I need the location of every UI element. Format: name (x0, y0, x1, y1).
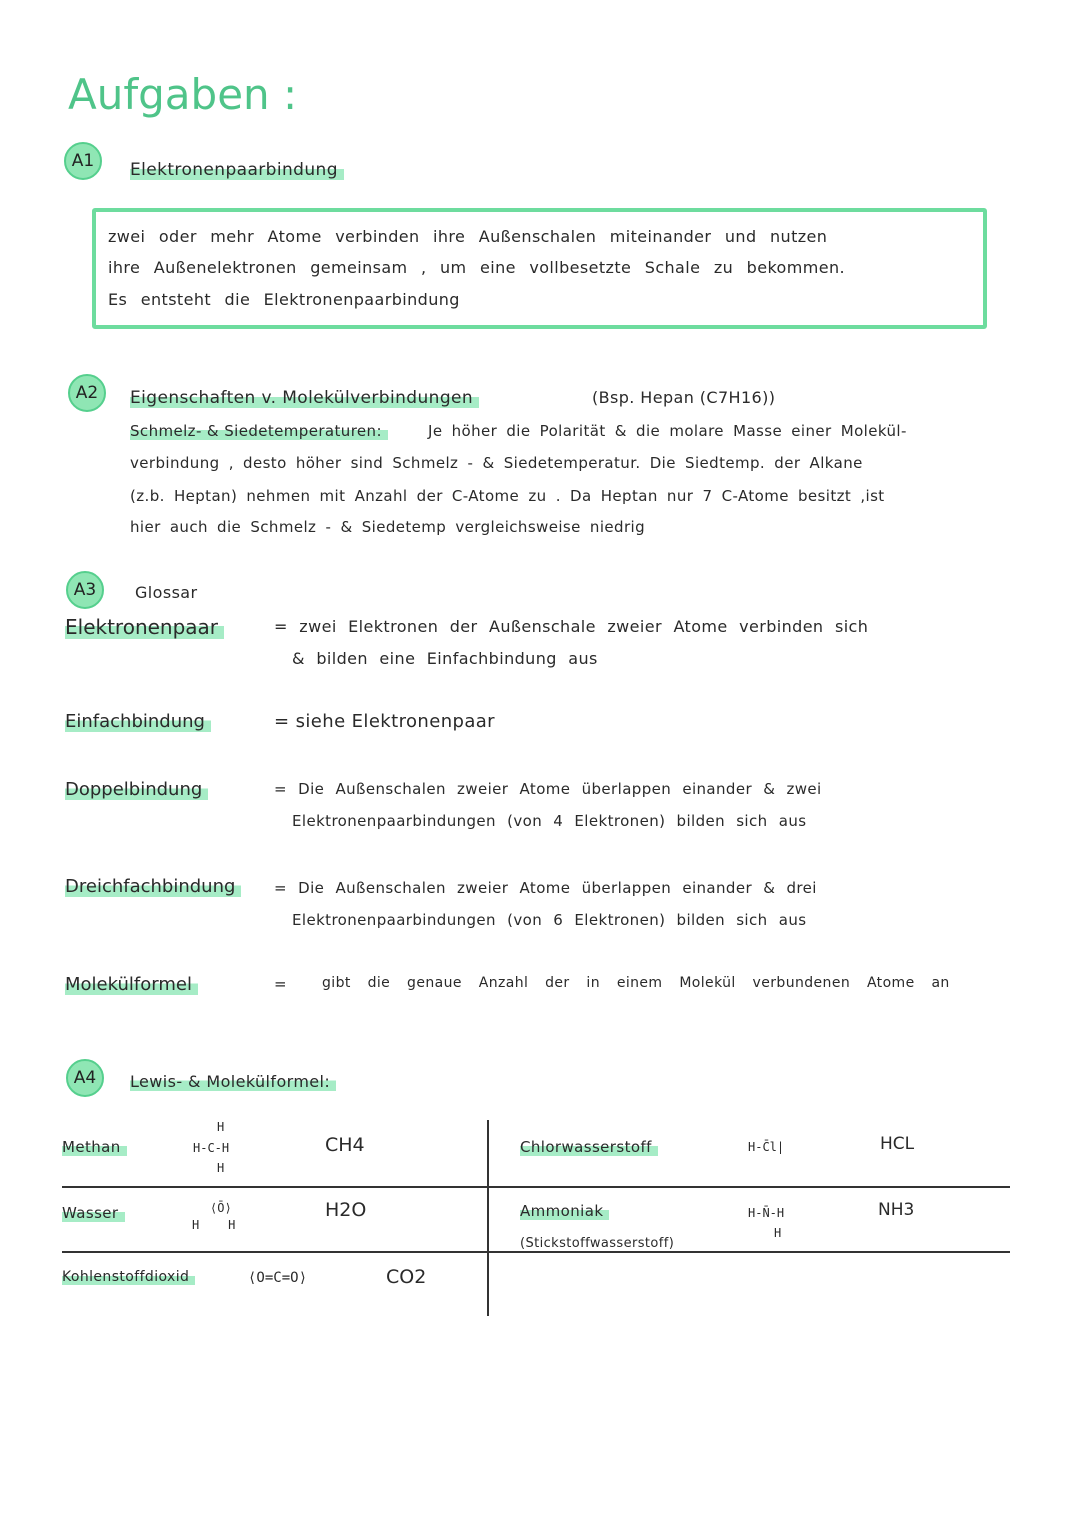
task-badge-a2: A2 (68, 374, 106, 412)
glossary-term: Molekülformel (65, 974, 198, 995)
a2-lead: Schmelz- & Siedetemperaturen: (130, 422, 388, 440)
molecule-name: Kohlenstoffdioxid (62, 1269, 195, 1285)
molecular-formula: NH3 (878, 1200, 915, 1220)
lewis-formula: H-C-H (193, 1141, 230, 1155)
lewis-formula: H-N̄-H (748, 1206, 785, 1220)
table-rule (62, 1251, 1010, 1253)
glossary-def: gibt die genaue Anzahl der in einem Molekül verbundenen Atome an (322, 975, 950, 991)
glossary-term: Dreichfachbindung (65, 876, 241, 897)
a1-heading: Elektronenpaarbindung (130, 160, 344, 180)
box-line: zwei oder mehr Atome verbinden ihre Außenschalen miteinander und nutzen (108, 227, 828, 246)
table-divider (487, 1120, 489, 1316)
molecule-subname: (Stickstoffwasserstoff) (520, 1236, 675, 1251)
molecular-formula: HCL (880, 1134, 915, 1154)
molecular-formula: CH4 (325, 1134, 365, 1156)
task-badge-a3: A3 (66, 571, 104, 609)
lewis-formula: H (217, 1120, 225, 1134)
glossary-term: Einfachbindung (65, 711, 211, 732)
task-badge-a4: A4 (66, 1059, 104, 1097)
glossary-def: & bilden eine Einfachbindung aus (292, 649, 598, 668)
table-rule (62, 1186, 1010, 1188)
glossary-def: = (274, 975, 287, 993)
a2-line: Je höher die Polarität & die molare Masse einer Molekül- (428, 422, 907, 440)
lewis-formula: H-C̄l| (748, 1140, 785, 1154)
lewis-formula: H (217, 1161, 225, 1175)
a2-line: verbindung , desto höher sind Schmelz - & Siedetemperatur. Die Siedtemp. der Alkane (130, 454, 863, 472)
task-badge-a1: A1 (64, 142, 102, 180)
lewis-formula: H H (192, 1218, 236, 1232)
glossary-def: = Die Außenschalen zweier Atome überlappen einander & drei (274, 879, 817, 897)
box-line: ihre Außenelektronen gemeinsam , um eine vollbesetzte Schale zu bekommen. (108, 258, 845, 277)
a2-line: hier auch die Schmelz - & Siedetemp vergleichsweise niedrig (130, 518, 646, 536)
glossary-def: Elektronenpaarbindungen (von 4 Elektronen) bilden sich aus (292, 812, 807, 830)
a4-heading: Lewis- & Molekülformel: (130, 1072, 336, 1091)
box-line: Es entsteht die Elektronenpaarbindung (108, 290, 460, 309)
glossary-term: Doppelbindung (65, 779, 208, 800)
a2-line: (z.b. Heptan) nehmen mit Anzahl der C-Atome zu . Da Heptan nur 7 C-Atome besitzt ,ist (130, 487, 885, 505)
molecule-name: Chlorwasserstoff (520, 1138, 658, 1156)
a3-heading: Glossar (135, 583, 198, 602)
glossary-def: = siehe Elektronenpaar (274, 711, 495, 732)
lewis-formula: ⟨O=C=O⟩ (248, 1270, 308, 1286)
molecular-formula: H2O (325, 1199, 367, 1221)
molecule-name: Ammoniak (520, 1202, 609, 1220)
molecular-formula: CO2 (386, 1266, 427, 1288)
glossary-term: Elektronenpaar (65, 615, 224, 639)
glossary-def: = Die Außenschalen zweier Atome überlappen einander & zwei (274, 780, 822, 798)
lewis-formula: H (774, 1226, 782, 1240)
molecule-name: Methan (62, 1138, 127, 1156)
glossary-def: = zwei Elektronen der Außenschale zweier Atome verbinden sich (274, 617, 869, 636)
molecule-name: Wasser (62, 1204, 125, 1222)
page-title: Aufgaben : (68, 70, 298, 119)
lewis-formula: ⟨Ō⟩ (210, 1201, 232, 1215)
glossary-def: Elektronenpaarbindungen (von 6 Elektronen) bilden sich aus (292, 911, 807, 929)
a2-example: (Bsp. Hepan (C7H16)) (592, 388, 776, 407)
a2-heading: Eigenschaften v. Molekülverbindungen (130, 388, 479, 408)
